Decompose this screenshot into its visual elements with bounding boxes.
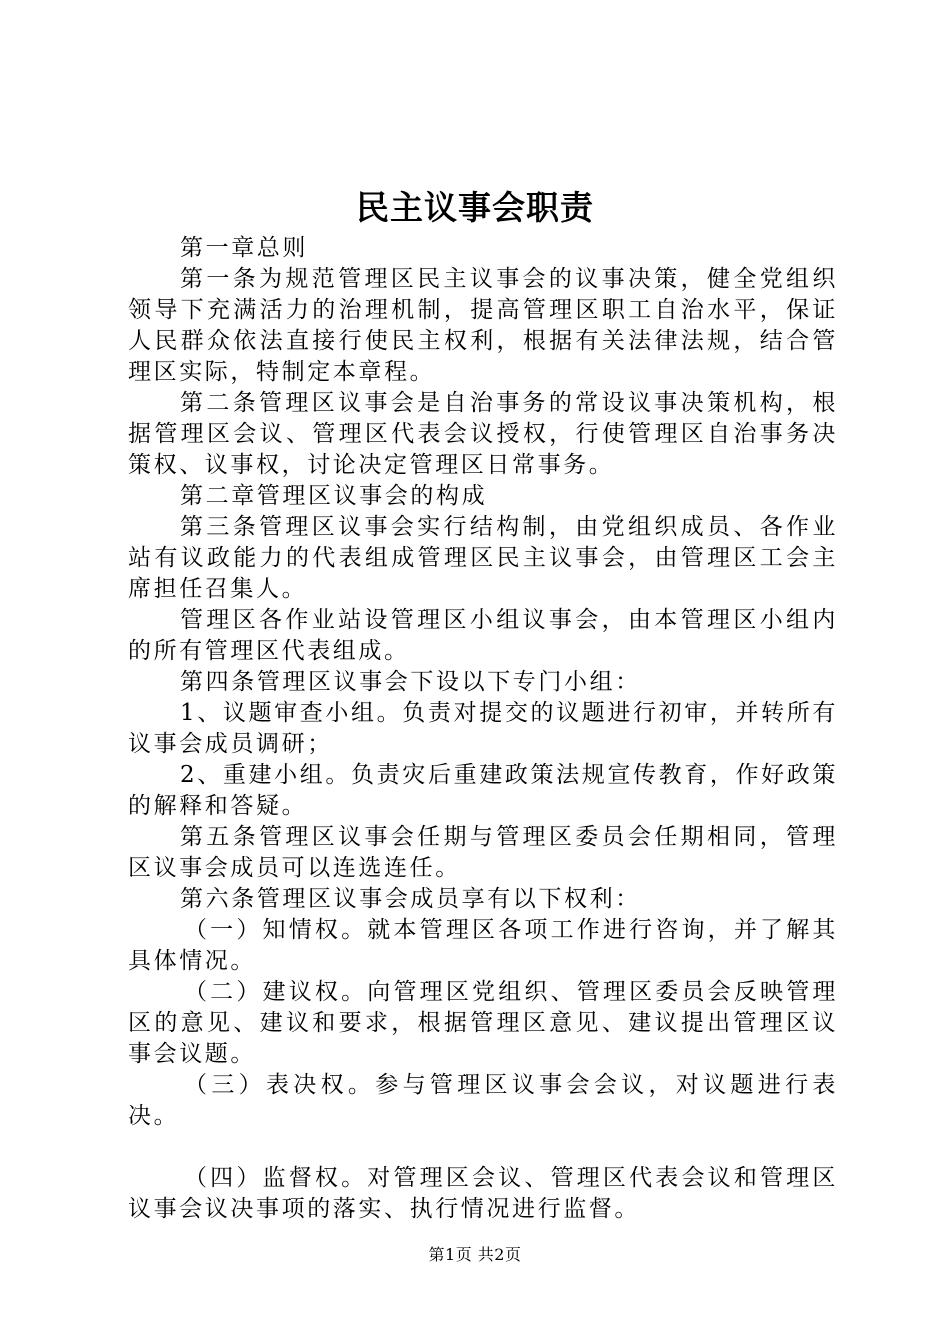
- list-item: （一）知情权。就本管理区各项工作进行咨询，并了解其具体情况。: [128, 917, 838, 974]
- article-paragraph: 第四条管理区议事会下设以下专门小组：: [180, 669, 641, 695]
- list-item: 1、议题审查小组。负责对提交的议题进行初审，并转所有议事会成员调研；: [128, 700, 838, 757]
- page-footer: 第1页 共2页: [428, 1245, 522, 1264]
- list-item: （四）监督权。对管理区会议、管理区代表会议和管理区议事会议决事项的落实、执行情况进行监督。: [128, 1165, 838, 1222]
- article-paragraph: 第二条管理区议事会是自治事务的常设议事决策机构，根据管理区会议、管理区代表会议授权，行使管理区自治事务决策权、议事权，讨论决定管理区日常事务。: [128, 390, 838, 478]
- article-paragraph: 第一条为规范管理区民主议事会的议事决策，健全党组织领导下充满活力的治理机制，提高管理区职工自治水平，保证人民群众依法直接行使民主权利，根据有关法律法规，结合管理区实际，特制定本章程。: [128, 266, 838, 385]
- document-title: 民主议事会职责: [356, 188, 594, 227]
- article-paragraph: 管理区各作业站设管理区小组议事会，由本管理区小组内的所有管理区代表组成。: [128, 607, 838, 664]
- chapter-heading: 第二章管理区议事会的构成: [180, 483, 488, 509]
- article-paragraph: 第六条管理区议事会成员享有以下权利：: [180, 886, 641, 912]
- chapter-heading: 第一章总则: [180, 235, 308, 261]
- article-paragraph: 第五条管理区议事会任期与管理区委员会任期相同，管理区议事会成员可以连选连任。: [128, 824, 838, 881]
- list-item: （二）建议权。向管理区党组织、管理区委员会反映管理区的意见、建议和要求，根据管理区意见、建议提出管理区议事会议题。: [128, 979, 838, 1067]
- document-body: [128, 233, 838, 1225]
- list-item: 2、重建小组。负责灾后重建政策法规宣传教育，作好政策的解释和答疑。: [128, 762, 838, 819]
- article-paragraph: 第三条管理区议事会实行结构制，由党组织成员、各作业站有议政能力的代表组成管理区民主议事会，由管理区工会主席担任召集人。: [128, 514, 838, 602]
- list-item: （三）表决权。参与管理区议事会会议，对议题进行表决。: [128, 1072, 838, 1129]
